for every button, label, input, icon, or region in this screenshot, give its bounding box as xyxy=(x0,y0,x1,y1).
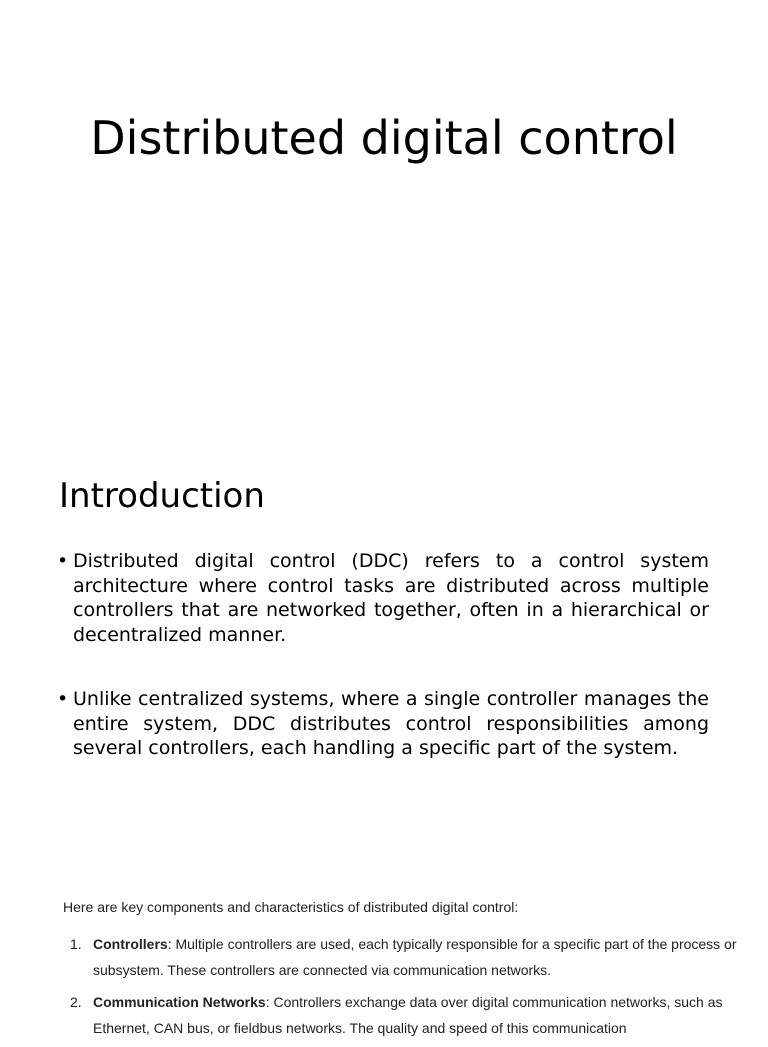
list-item xyxy=(63,989,743,1041)
list-text: : Multiple controllers are used, each typically responsible for a specific part of the process or subsystem. These controllers are connected via communication networks. xyxy=(93,936,737,978)
components-screenshot-slide xyxy=(0,864,768,1036)
components-list xyxy=(63,931,743,1041)
list-text: : Controllers exchange data over digital communication networks, such as Ethernet, CAN bus, or fieldbus networks. The quality and speed of this communication xyxy=(93,994,723,1036)
introduction-slide xyxy=(0,432,768,864)
bullet-text: Unlike centralized systems, where a single controller manages the entire system, DDC distributes control responsibilities among several controllers, each handling a specific part of the system. xyxy=(73,688,709,759)
bullet-list xyxy=(57,549,709,801)
list-number: 2. xyxy=(70,994,82,1010)
bullet-icon: • xyxy=(57,688,69,710)
list-item xyxy=(63,931,743,983)
bullet-text: Distributed digital control (DDC) refers to a control system architecture where control tasks are distributed across multiple controllers that are networked together, often in a hierarchical or decentralized manner. xyxy=(73,550,709,646)
slide-heading: Introduction xyxy=(59,476,265,516)
bullet-item xyxy=(57,549,709,647)
slide-title: Distributed digital control xyxy=(90,111,678,165)
list-number: 1. xyxy=(70,936,82,952)
list-term: Communication Networks xyxy=(93,994,266,1010)
title-slide xyxy=(0,0,768,432)
screenshot-intro: Here are key components and characteristics of distributed digital control: xyxy=(63,899,519,915)
list-term: Controllers xyxy=(93,936,168,952)
bullet-item xyxy=(57,687,709,761)
embedded-text-screenshot xyxy=(63,897,743,1047)
bullet-icon: • xyxy=(57,550,69,572)
